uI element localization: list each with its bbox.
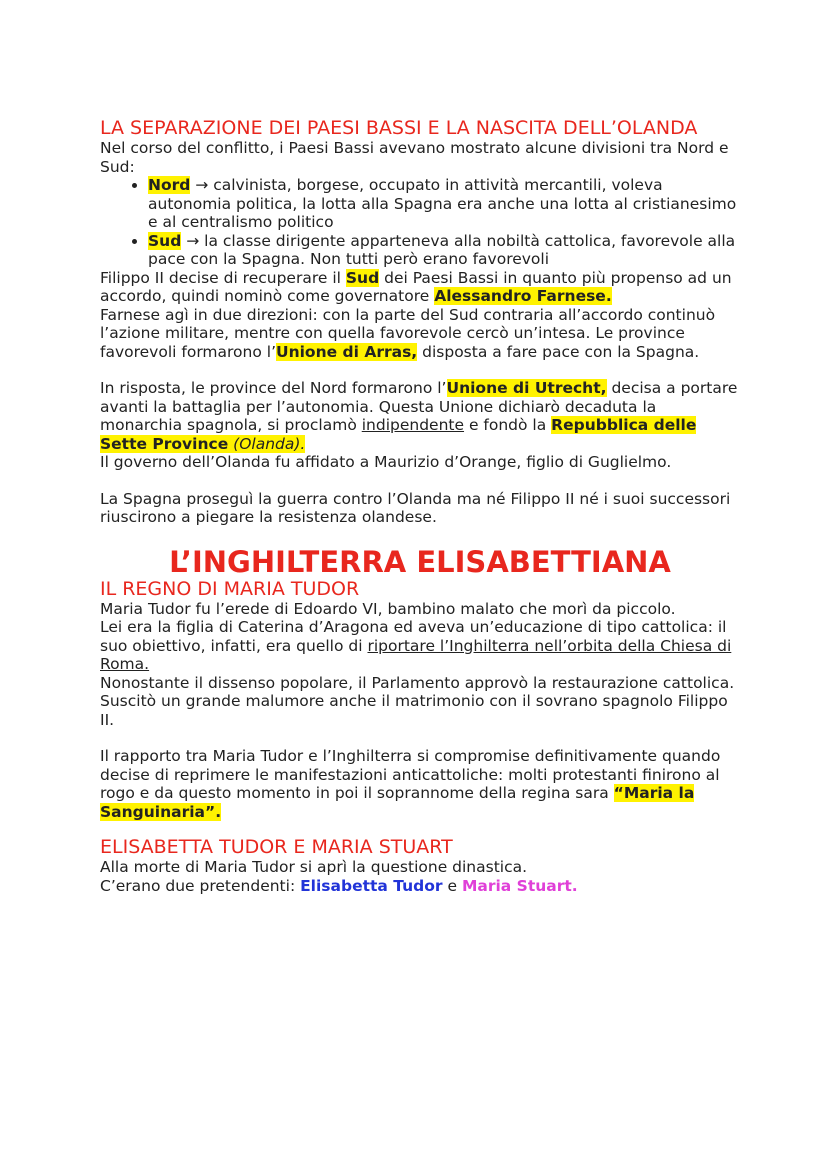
paragraph: Maria Tudor fu l’erede di Edoardo VI, bambino malato che morì da piccolo. — [100, 599, 676, 618]
paragraph: In risposta, le province del Nord formarono l’Unione di Utrecht, decisa a portare avanti la battaglia per l’autonomia. Questa Unione dichiarò decaduta la monarchia spagnola, si proclamò indipendente e fondò la Repubblica delle Sette Province (Olanda). — [100, 379, 738, 453]
document-page — [100, 118, 740, 895]
paragraph: Farnese agì in due direzioni: con la parte del Sud contraria all’accordo continuò l’azione militare, mentre con quella favorevole cercò un’intesa. Le province favorevoli formarono l’Unione di Arras, disposta a fare pace con la Spagna. — [100, 305, 716, 361]
paragraph: Alla morte di Maria Tudor si aprì la questione dinastica. — [100, 858, 528, 876]
section-title-maria-tudor: IL REGNO DI MARIA TUDOR — [100, 577, 360, 600]
paragraph: Lei era la figlia di Caterina d’Aragona ed aveva un’educazione di tipo cattolica: il suo obiettivo, infatti, era quello di riportare l’Inghilterra nell’orbita della Chiesa di Roma. — [100, 618, 732, 673]
section-title-paesi-bassi: LA SEPARAZIONE DEI PAESI BASSI E LA NASCITA DELL’OLANDA — [100, 117, 698, 139]
paragraph: Il rapporto tra Maria Tudor e l’Inghilterra si compromise definitivamente quando decise di reprimere le manifestazioni anticattoliche: molti protestanti finirono al rogo e da questo momento in poi il soprannome della regina sara “Maria la Sanguinaria”. — [100, 747, 721, 821]
bullet-list — [100, 176, 740, 269]
main-title-inghilterra: L’INGHILTERRA ELISABETTIANA — [169, 544, 671, 579]
paragraph: La Spagna proseguì la guerra contro l’Olanda ma né Filippo II né i suoi successori riuscirono a piegare la resistenza olandese. — [100, 489, 731, 526]
list-item-nord: • Nord → calvinista, borgese, occupato in attività mercantili, voleva autonomia politica, la lotta alla Spagna era anche una lotta al cristianesimo e al centralismo politico — [148, 176, 740, 232]
paragraph: Nel corso del conflitto, i Paesi Bassi avevano mostrato alcune divisioni tra Nord e Sud: — [100, 139, 729, 176]
paragraph: Filippo II decise di recuperare il Sud dei Paesi Bassi in quanto più propenso ad un accordo, quindi nominò come governatore Alessandro Farnese. — [100, 268, 732, 305]
section-title-elisabetta: ELISABETTA TUDOR E MARIA STUART — [100, 836, 453, 858]
paragraph: C’erano due pretendenti: Elisabetta Tudor e Maria Stuart. — [100, 876, 578, 895]
paragraph: Il governo dell’Olanda fu affidato a Maurizio d’Orange, figlio di Guglielmo. — [100, 453, 672, 471]
list-item-sud: • Sud → la classe dirigente apparteneva alla nobiltà cattolica, favorevole alla pace con la Spagna. Non tutti però erano favorevoli — [148, 232, 740, 269]
paragraph: Suscitò un grande malumore anche il matrimonio con il sovrano spagnolo Filippo II. — [100, 692, 728, 729]
paragraph: Nonostante il dissenso popolare, il Parlamento approvò la restaurazione cattolica. — [100, 673, 735, 692]
